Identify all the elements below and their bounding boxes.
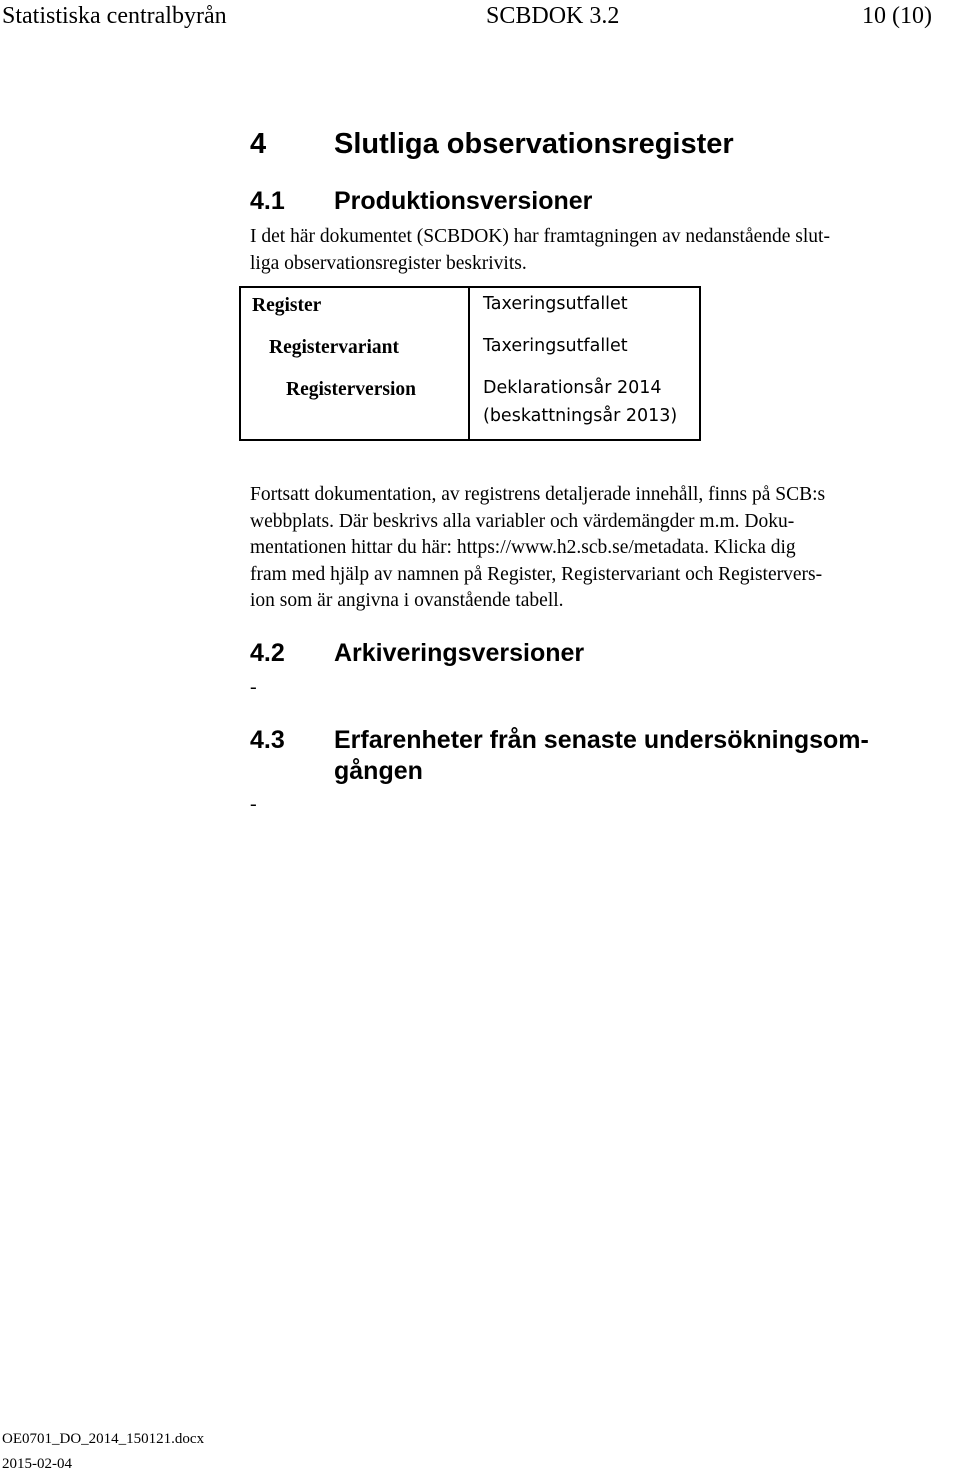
continued-documentation-paragraph [250,482,930,615]
table-value-registervariant: Taxeringsutfallet [483,336,628,356]
paragraph-line: ion som är angivna i ovanstående tabell. [250,590,564,611]
section-4-title: Slutliga observationsregister [334,128,734,160]
section-4-3-content: - [250,793,257,815]
paragraph-line: webbplats. Där beskrivs alla variabler och värdemängder m.m. Doku- [250,510,795,532]
header-organization: Statistiska centralbyrån [2,3,227,29]
header-page-number: 10 (10) [862,3,932,29]
section-4-1-number: 4.1 [250,187,285,215]
section-4-3-heading [250,725,930,787]
table-label-register: Register [252,295,322,316]
intro-line: liga observationsregister beskrivits. [250,252,527,274]
header-document-id: SCBDOK 3.2 [486,3,620,29]
table-label-registervariant: Registervariant [269,337,399,358]
section-4-1-title: Produktionsversioner [334,187,593,215]
section-4-1-intro [250,224,930,277]
paragraph-line: mentationen hittar du här: https://www.h2.scb.se/metadata. Klicka dig [250,537,796,558]
footer-filename: OE0701_DO_2014_150121.docx [2,1431,205,1447]
paragraph-line: Fortsatt dokumentation, av registrens detaljerade innehåll, finns på SCB:s [250,484,826,505]
section-4-3-title-line2: gången [334,757,423,785]
section-4-heading [250,127,870,161]
paragraph-line: fram med hjälp av namnen på Register, Registervariant och Registervers- [250,563,823,585]
table-divider [468,288,470,439]
section-4-2-heading [250,638,870,668]
section-4-number: 4 [250,128,267,160]
table-label-registerversion: Registerversion [286,379,416,400]
section-4-2-number: 4.2 [250,639,285,667]
section-4-2-title: Arkiveringsversioner [334,639,585,667]
intro-line: I det här dokumentet (SCBDOK) har framtagningen av nedanstående slut- [250,226,830,247]
register-table [239,286,701,441]
section-4-1-heading [250,186,870,216]
section-4-3-number: 4.3 [250,726,285,754]
section-4-3-title-line1: Erfarenheter från senaste undersökningsom- [334,726,869,754]
footer-date: 2015-02-04 [2,1456,72,1472]
table-value-register: Taxeringsutfallet [483,294,628,314]
table-value-registerversion-line1: Deklarationsår 2014 [483,378,662,398]
section-4-2-content: - [250,676,257,698]
table-value-registerversion-line2: (beskattningsår 2013) [483,406,678,426]
